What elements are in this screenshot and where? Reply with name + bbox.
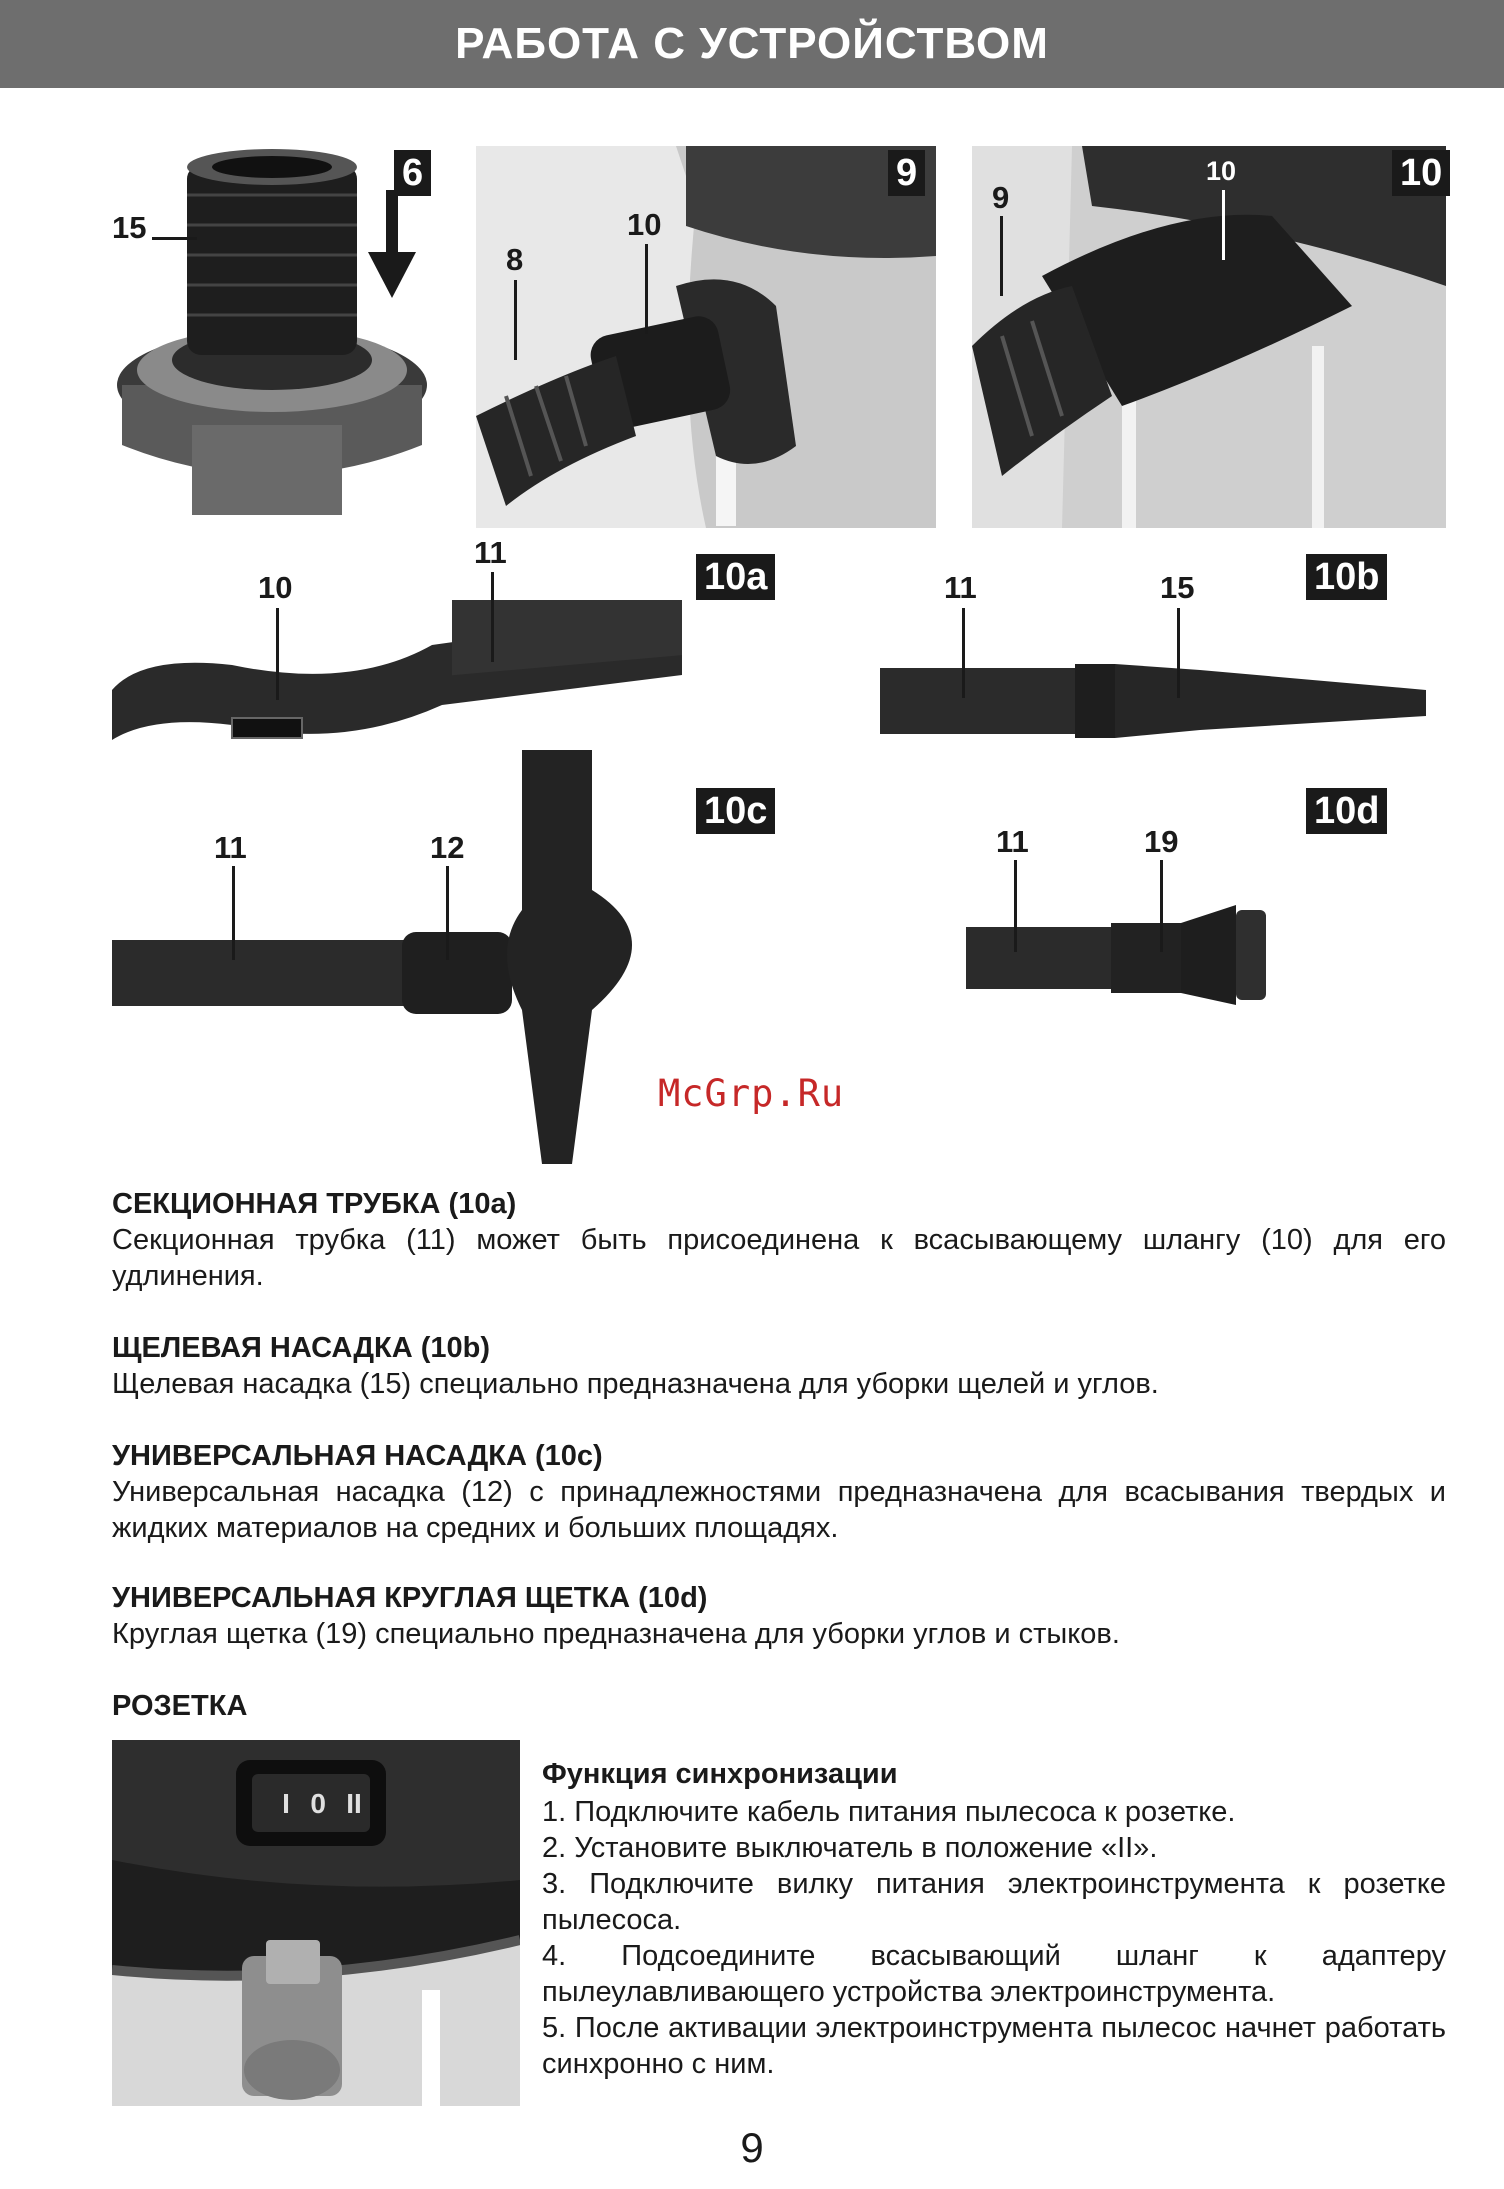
fig10-leader-9 [1000,216,1003,296]
watermark: McGrp.Ru [658,1072,845,1115]
sync-title: Функция синхронизации [542,1758,898,1790]
sync-step-1: 1. Подключите кабель питания пылесоса к розетке. [542,1796,1236,1828]
fig6-label-15: 15 [112,210,147,245]
section-universal-title: УНИВЕРСАЛЬНАЯ НАСАДКА (10c) [112,1440,603,1472]
fig10a-label-11: 11 [474,535,507,570]
socket-switch [272,1784,372,1824]
fig10d-leader-19 [1160,860,1163,952]
fig9-leader-8 [514,280,517,360]
fig6-leader-15 [152,237,197,240]
sync-step-4: 4. Подсоедините всасывающий шланг к адаптеру пылеулавливающего устройства электроинструмента. [542,1940,1446,2008]
figure-10a-photo [112,600,682,750]
fig9-leader-10 [645,244,648,334]
section-universal [112,1438,1446,1546]
fig10d-label-11: 11 [996,824,1029,859]
fig10c-badge: 10c [696,788,775,834]
section-socket-title: РОЗЕТКА [112,1690,248,1722]
fig6-badge: 6 [394,150,431,196]
fig10b-label-11: 11 [944,570,977,605]
figure-9-photo [476,146,936,528]
fig10-label-9: 9 [992,180,1010,215]
header-title: РАБОТА С УСТРОЙСТВОМ [455,19,1049,68]
section-crevice-text: Щелевая насадка (15) специально предназначена для уборки щелей и углов. [112,1368,1159,1400]
section-crevice [112,1330,1446,1402]
fig10b-label-15: 15 [1160,570,1195,605]
section-round-brush-title: УНИВЕРСАЛЬНАЯ КРУГЛАЯ ЩЕТКА (10d) [112,1582,708,1614]
switch-position-1: I [282,1788,290,1819]
fig10b-leader-11 [962,608,965,698]
fig9-badge: 9 [888,150,925,196]
fig9-label-8: 8 [506,242,524,277]
sync-steps [542,1794,1446,2082]
fig10a-leader-10 [276,608,279,700]
sync-step-3: 3. Подключите вилку питания электроинструмента к розетке пылесоса. [542,1868,1446,1936]
switch-position-0: 0 [310,1788,326,1819]
fig6-down-arrow-icon [362,190,422,300]
section-universal-text: Универсальная насадка (12) с принадлежностями предназначена для всасывания твердых и жидких материалов на средних и больших площадях. [112,1476,1446,1544]
fig10-leader-10 [1222,190,1225,260]
fig10c-label-12: 12 [430,830,465,865]
fig10d-label-19: 19 [1144,824,1179,859]
fig9-label-10: 10 [627,207,662,242]
figure-10c-photo [112,750,692,1164]
fig10-badge: 10 [1392,150,1450,196]
section-round-brush-text: Круглая щетка (19) специально предназначена для уборки углов и стыков. [112,1618,1120,1650]
fig10d-leader-11 [1014,860,1017,952]
fig10c-leader-11 [232,866,235,960]
fig10c-leader-12 [446,866,449,960]
fig10d-badge: 10d [1306,788,1387,834]
fig10b-leader-15 [1177,608,1180,698]
sync-step-2: 2. Установите выключатель в положение «II». [542,1832,1158,1864]
sync-instructions [542,1756,1446,2082]
fig10c-label-11: 11 [214,830,247,865]
fig10-label-10: 10 [1206,156,1237,186]
fig10a-label-10: 10 [258,570,293,605]
sync-step-5: 5. После активации электроинструмента пылесос начнет работать синхронно с ним. [542,2012,1446,2080]
fig10a-badge: 10a [696,554,775,600]
figure-10-photo [972,146,1446,528]
fig10a-leader-11 [491,572,494,662]
section-tube-text: Секционная трубка (11) может быть присоединена к всасывающему шлангу (10) для его удлинения. [112,1224,1446,1292]
fig10b-badge: 10b [1306,554,1387,600]
page-number: 9 [740,2124,764,2171]
section-tube [112,1186,1446,1294]
page-header [0,0,1504,88]
switch-position-2: II [346,1788,362,1819]
section-socket [112,1688,1446,1724]
section-tube-title: СЕКЦИОННАЯ ТРУБКА (10a) [112,1188,517,1220]
section-crevice-title: ЩЕЛЕВАЯ НАСАДКА (10b) [112,1332,490,1364]
section-round-brush [112,1580,1446,1652]
